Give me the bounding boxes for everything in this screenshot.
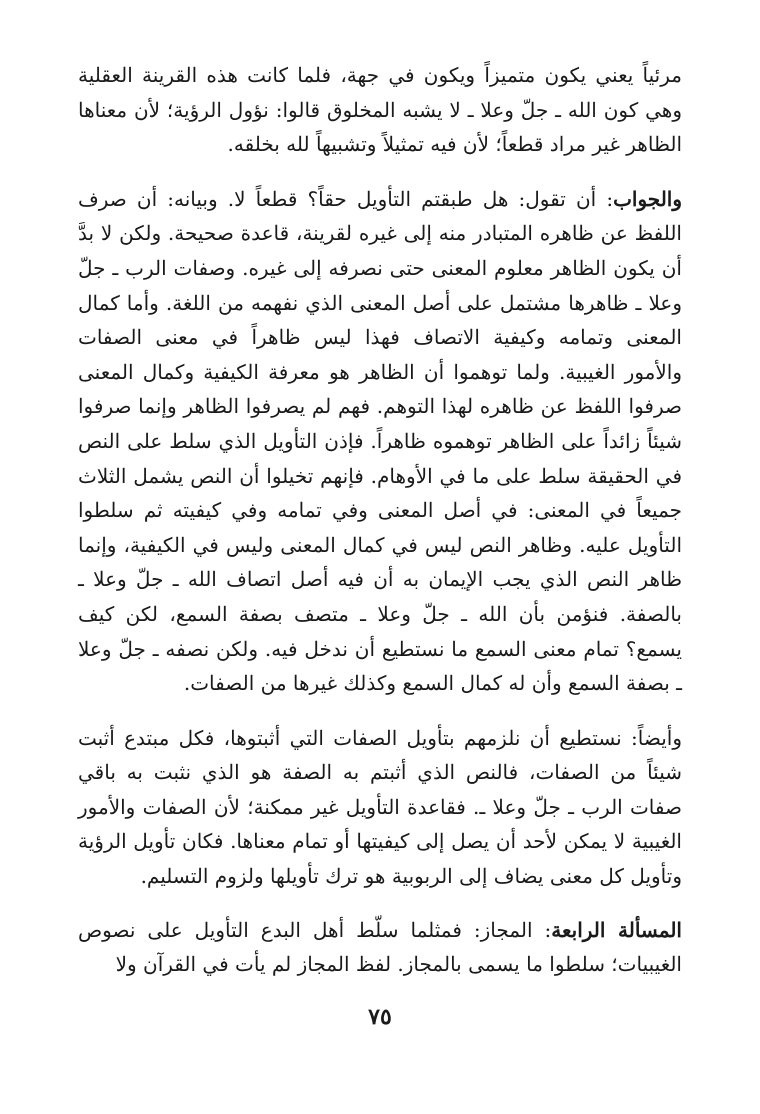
paragraph-4-lead: المسألة الرابعة [551,917,682,942]
paragraph-2-text: : أن تقول: هل طبقتم التأويل حقاً؟ قطعاً لا. وبيانه: أن صرف اللفظ عن ظاهره المتبادر منه إلى غيره لقرينة، قاعدة صحيحة. ولكن لا بدَّ أن يكون الظاهر معلوم المعنى حتى نصرفه إلى غيره. وصفات الرب ـ جلّ وعلا ـ ظاهرها مشتمل على أصل المعنى الذي نفهمه من اللغة. وأما كمال المعنى وتمامه وكيفية الاتصاف فهذا ليس ظاهراً في معنى الصفات والأمور الغيبية. ولما توهموا أن الظاهر هو معرفة الكيفية وكمال المعنى صرفوا اللفظ عن ظاهره لهذا التوهم. فهم لم يصرفوا الظاهر وإنما صرفوا شيئاً زائداً على الظاهر توهموه ظاهراً. فإذن التأويل الذي سلط على النص في الحقيقة سلط على ما في الأوهام. فإنهم تخيلوا أن النص يشمل الثلاث جميعاً في المعنى: في أصل المعنى وفي تمامه وفي كيفيته ثم سلطوا التأويل عليه. وظاهر النص ليس في كمال المعنى وليس في الكيفية، وإنما ظاهر النص الذي يجب الإيمان به أن فيه أصل اتصاف الله ـ جلّ وعلا ـ بالصفة. فنؤمن بأن الله ـ جلّ وعلا ـ متصف بصفة السمع، لكن كيف يسمع؟ تمام معنى السمع ما نستطيع أن ندخل فيه. ولكن نصفه ـ جلّ وعلا ـ بصفة السمع وأن له كمال السمع وكذلك غيرها من الصفات. [78,186,682,696]
paragraph-3-text: وأيضاً: نستطيع أن نلزمهم بتأويل الصفات التي أثبتوها، فكل مبتدع أثبت شيئاً من الصفات، فالنص الذي أثبتم به الصفة هو الذي نثبت به باقي صفات الرب ـ جلّ وعلا ـ. فقاعدة التأويل غير ممكنة؛ لأن الصفات والأمور الغيبية لا يمكن لأحد أن يصل إلى كيفيتها أو تمام معناها. فكان تأويل الرؤية وتأويل كل معنى يضاف إلى الربوبية هو ترك تأويلها ولزوم التسليم. [78,725,682,889]
page-number: ٧٥ [368,1004,392,1030]
paragraph-2 [78,182,682,701]
paragraph-2-lead: والجواب [613,186,682,211]
paragraph-1 [78,58,682,162]
page-body [78,58,682,982]
paragraph-3 [78,721,682,894]
paragraph-1-text: مرئياً يعني يكون متميزاً ويكون في جهة، فلما كانت هذه القرينة العقلية وهي كون الله ـ جلّ وعلا ـ لا يشبه المخلوق قالوا: نؤول الرؤية؛ لأن معناها الظاهر غير مراد قطعاً؛ لأن فيه تمثيلاً وتشبيهاً لله بخلقه. [78,63,682,157]
paragraph-4 [78,913,682,982]
paragraph-4-text: : المجاز: فمثلما سلّط أهل البدع التأويل على نصوص الغيبيات؛ سلطوا ما يسمى بالمجاز. لفظ المجاز لم يأت في القرآن ولا [78,917,682,977]
